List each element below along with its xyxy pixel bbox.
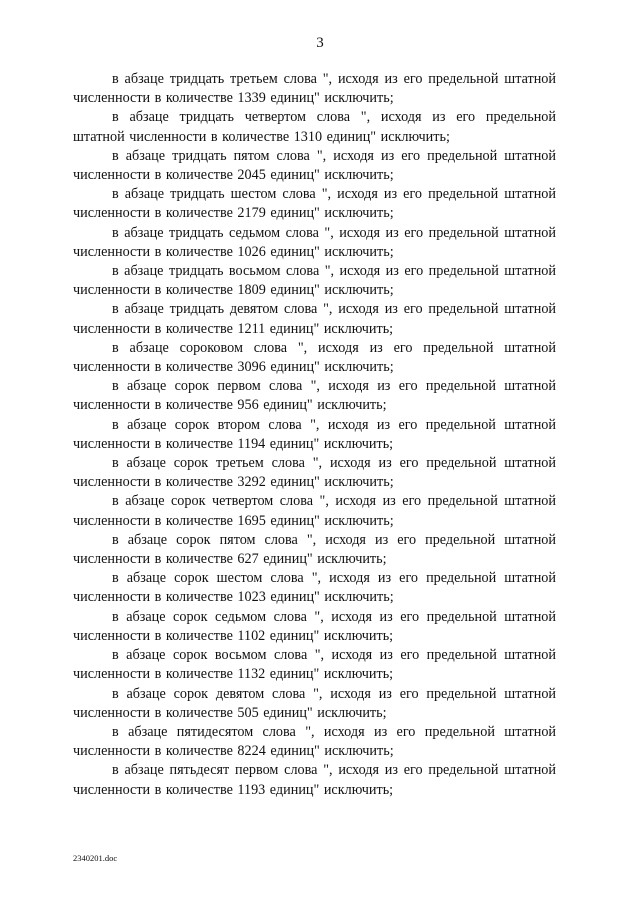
paragraph: в абзаце сороковом слова ", исходя из его предельной штатной численности в количестве 3096 единиц" исключить; <box>73 339 556 376</box>
page-number: 3 <box>316 35 324 51</box>
paragraph: в абзаце сорок четвертом слова ", исходя из его предельной штатной численности в количестве 1695 единиц" исключить; <box>73 493 556 529</box>
document-file-id: 2340201.doc <box>73 853 118 863</box>
paragraph: в абзаце сорок седьмом слова ", исходя из его предельной штатной численности в количестве 1102 единиц" исключить; <box>73 608 556 644</box>
paragraph: в абзаце сорок шестом слова ", исходя из его предельной штатной численности в количестве 1023 единиц" исключить; <box>73 570 556 606</box>
paragraph: в абзаце сорок втором слова ", исходя из его предельной штатной численности в количестве 1194 единиц" исключить; <box>73 416 556 452</box>
paragraph: в абзаце тридцать девятом слова ", исходя из его предельной штатной численности в количестве 1211 единиц" исключить; <box>73 301 556 337</box>
paragraph: в абзаце сорок пятом слова ", исходя из его предельной штатной численности в количестве 627 единиц" исключить; <box>73 531 556 568</box>
paragraph: в абзаце сорок восьмом слова ", исходя из его предельной штатной численности в количестве 1132 единиц" исключить; <box>73 647 556 683</box>
paragraph: в абзаце сорок третьем слова ", исходя из его предельной штатной численности в количестве 3292 единиц" исключить; <box>73 455 556 491</box>
paragraph: в абзаце сорок первом слова ", исходя из его предельной штатной численности в количестве 956 единиц" исключить; <box>73 378 556 414</box>
paragraph: в абзаце тридцать седьмом слова ", исходя из его предельной штатной численности в количестве 1026 единиц" исключить; <box>73 224 556 260</box>
paragraph: в абзаце тридцать шестом слова ", исходя из его предельной штатной численности в количестве 2179 единиц" исключить; <box>73 186 556 222</box>
paragraph: в абзаце тридцать третьем слова ", исходя из его предельной штатной численности в количестве 1339 единиц" исключить; <box>73 71 556 107</box>
paragraph: в абзаце тридцать пятом слова ", исходя из его предельной штатной численности в количестве 2045 единиц" исключить; <box>73 147 556 184</box>
paragraph: в абзаце тридцать восьмом слова ", исходя из его предельной штатной численности в количестве 1809 единиц" исключить; <box>73 263 556 299</box>
paragraph: в абзаце пятидесятом слова ", исходя из его предельной штатной численности в количестве 8224 единиц" исключить; <box>73 723 556 760</box>
paragraph: в абзаце тридцать четвертом слова ", исходя из его предельной штатной численности в количестве 1310 единиц" исключить; <box>73 109 556 145</box>
paragraph: в абзаце пятьдесят первом слова ", исходя из его предельной штатной численности в количестве 1193 единиц" исключить; <box>73 762 556 798</box>
paragraph: в абзаце сорок девятом слова ", исходя из его предельной штатной численности в количестве 505 единиц" исключить; <box>73 685 556 721</box>
document-body <box>73 70 556 800</box>
